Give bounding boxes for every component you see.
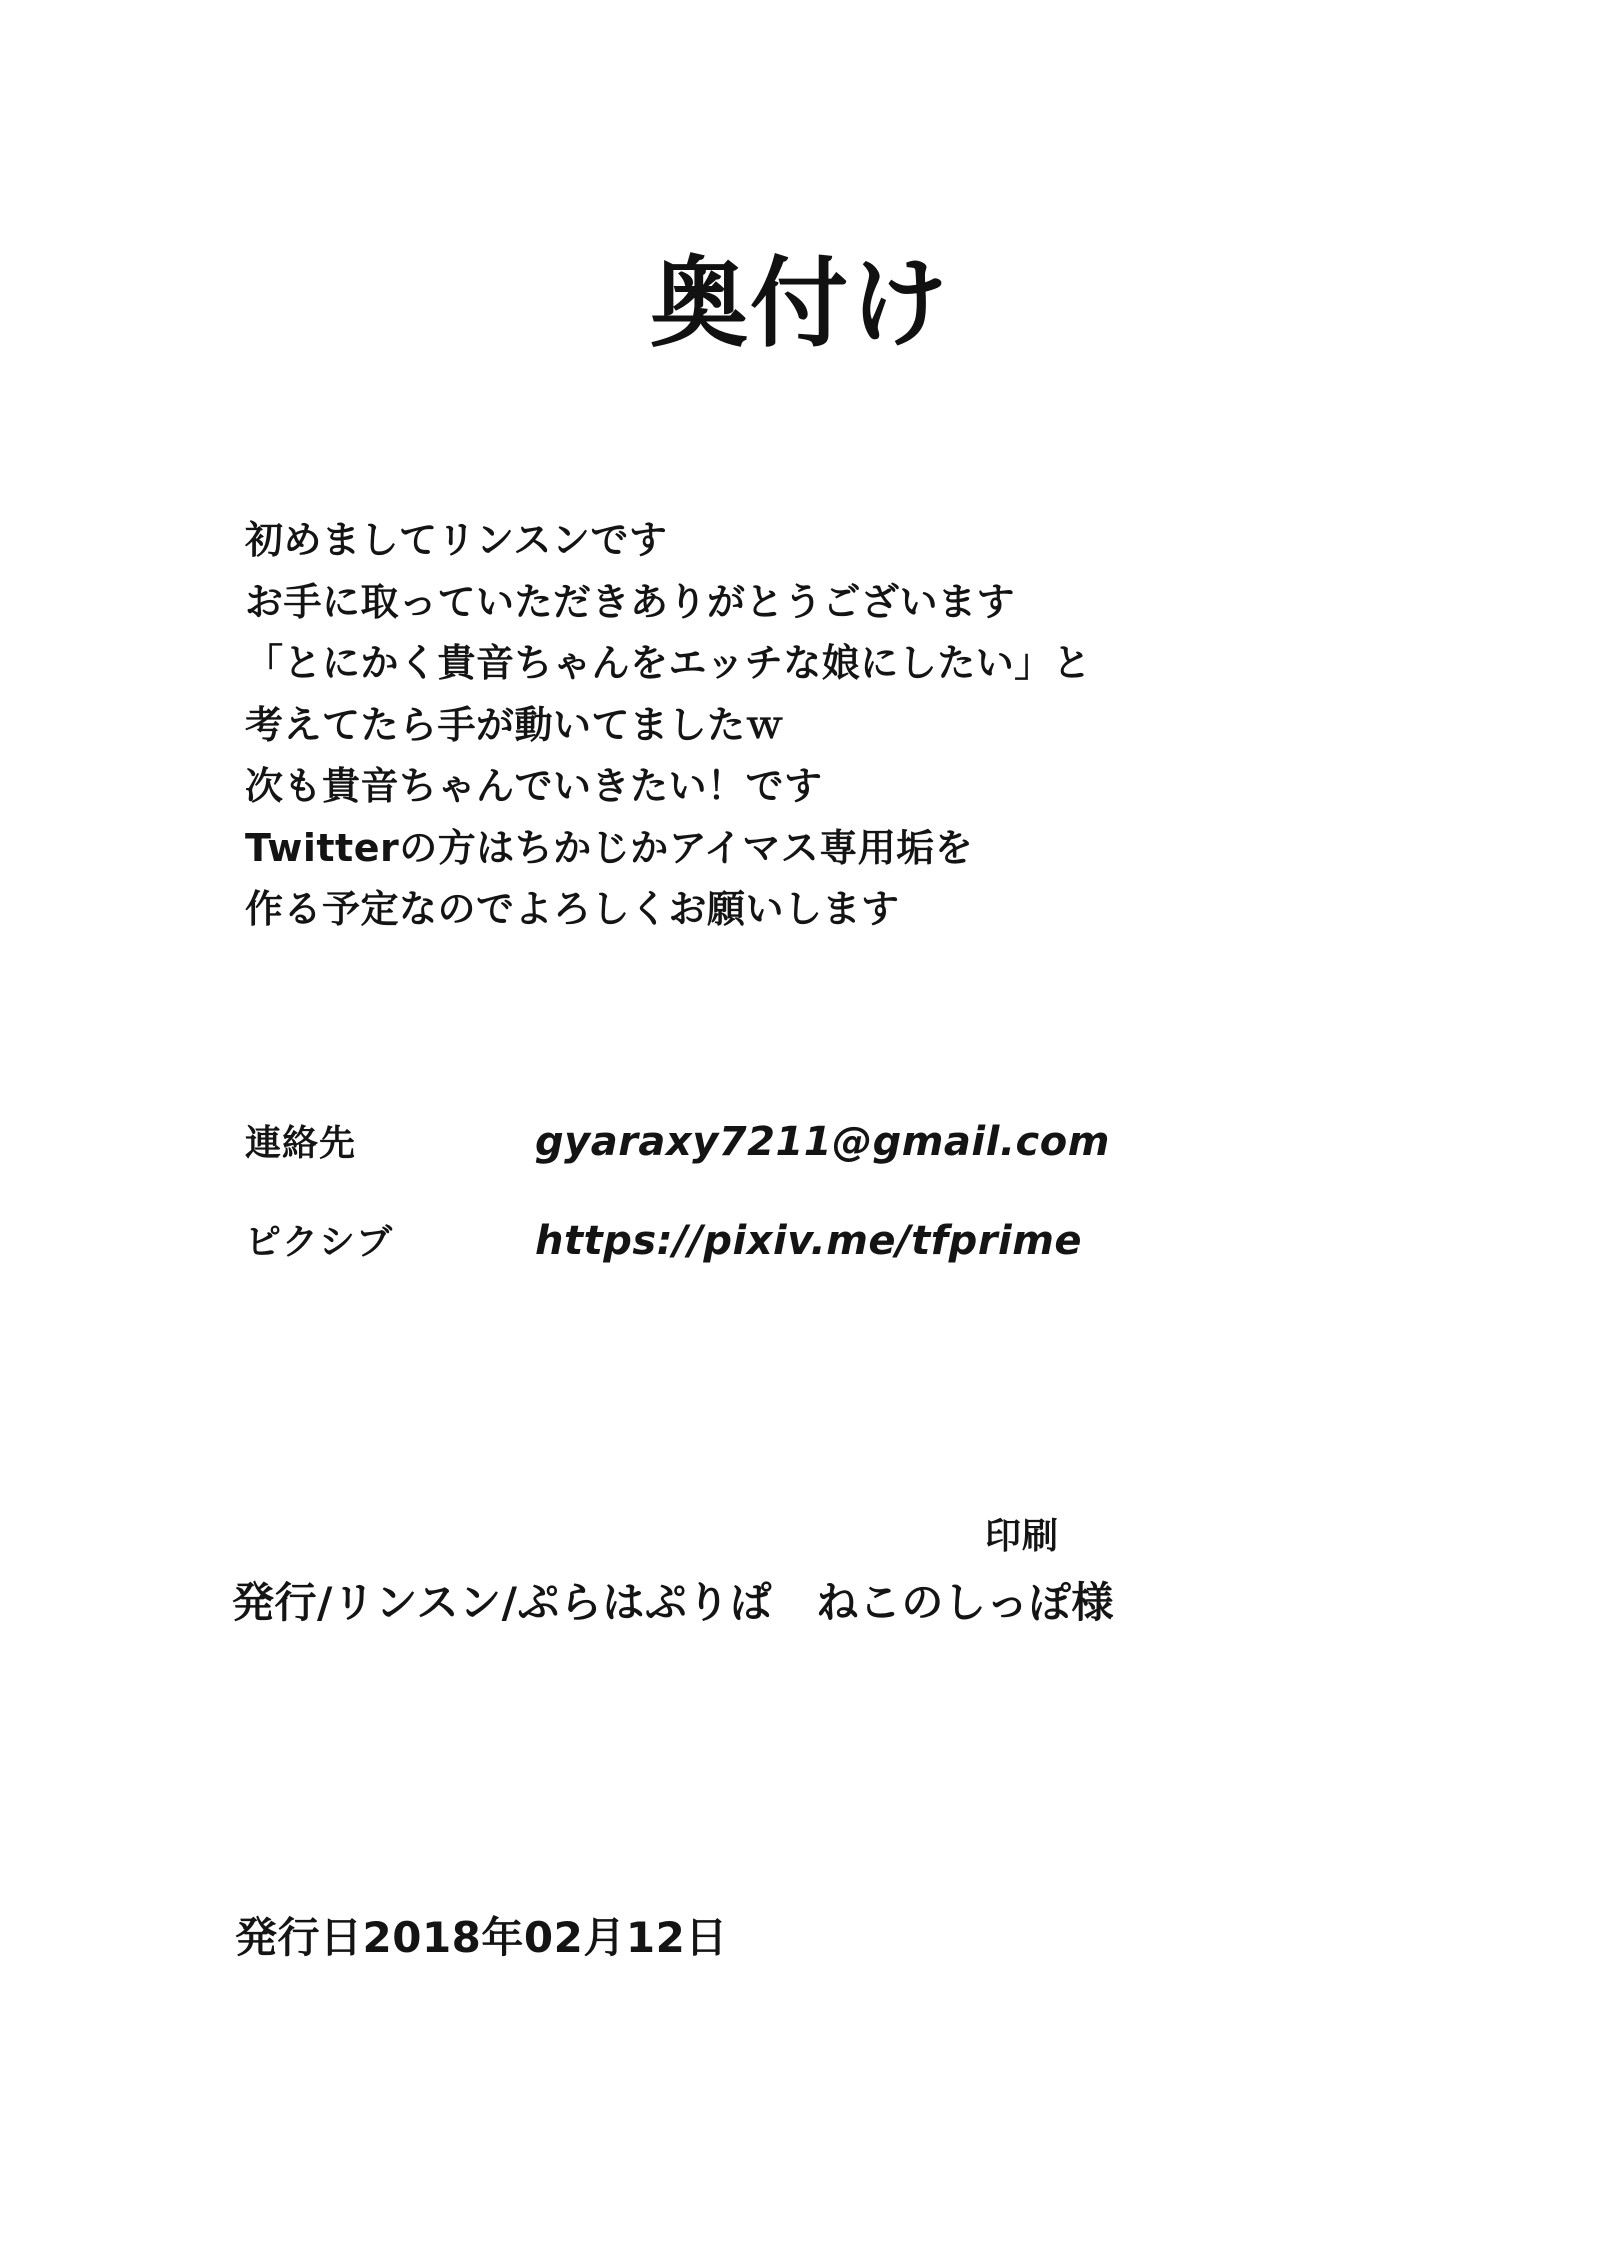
contact-label: 連絡先 bbox=[245, 1123, 357, 1164]
greeting-line: 次も貴音ちゃんでいきたい！です bbox=[245, 764, 823, 809]
page-title: 奥付け bbox=[649, 247, 950, 361]
printer-name: ねこのしっぽ様 bbox=[816, 1578, 1114, 1627]
contact-row-pixiv bbox=[245, 1214, 1445, 1265]
greeting-line: Twitterの方はちかじかアイマス専用垢を bbox=[245, 825, 974, 870]
contact-label: ピクシブ bbox=[245, 1222, 394, 1263]
email-address: gyaraxy7211@gmail.com bbox=[535, 1119, 1110, 1165]
credits-row bbox=[232, 1570, 1114, 1630]
greeting-line: 考えてたら手が動いてましたｗ bbox=[245, 702, 785, 747]
contact-list bbox=[245, 1115, 1445, 1313]
print-label: 印刷 bbox=[985, 1516, 1060, 1557]
greeting-line: 「とにかく貴音ちゃんをエッチな娘にしたい」と bbox=[245, 641, 1092, 686]
greeting-line: お手に取っていただきありがとうございます bbox=[245, 579, 1016, 624]
publication-date: 発行日2018年02月12日 bbox=[235, 1913, 728, 1962]
pixiv-url: https://pixiv.me/tfprime bbox=[535, 1218, 1083, 1264]
contact-row-email bbox=[245, 1115, 1445, 1166]
greeting-line: 初めましてリンスンです bbox=[245, 518, 668, 562]
greeting-message bbox=[245, 510, 1425, 941]
greeting-line: 作る予定なのでよろしくお願いします bbox=[245, 887, 900, 932]
publisher-name: 発行/リンスン/ぷらはぷりぱ bbox=[232, 1578, 773, 1627]
